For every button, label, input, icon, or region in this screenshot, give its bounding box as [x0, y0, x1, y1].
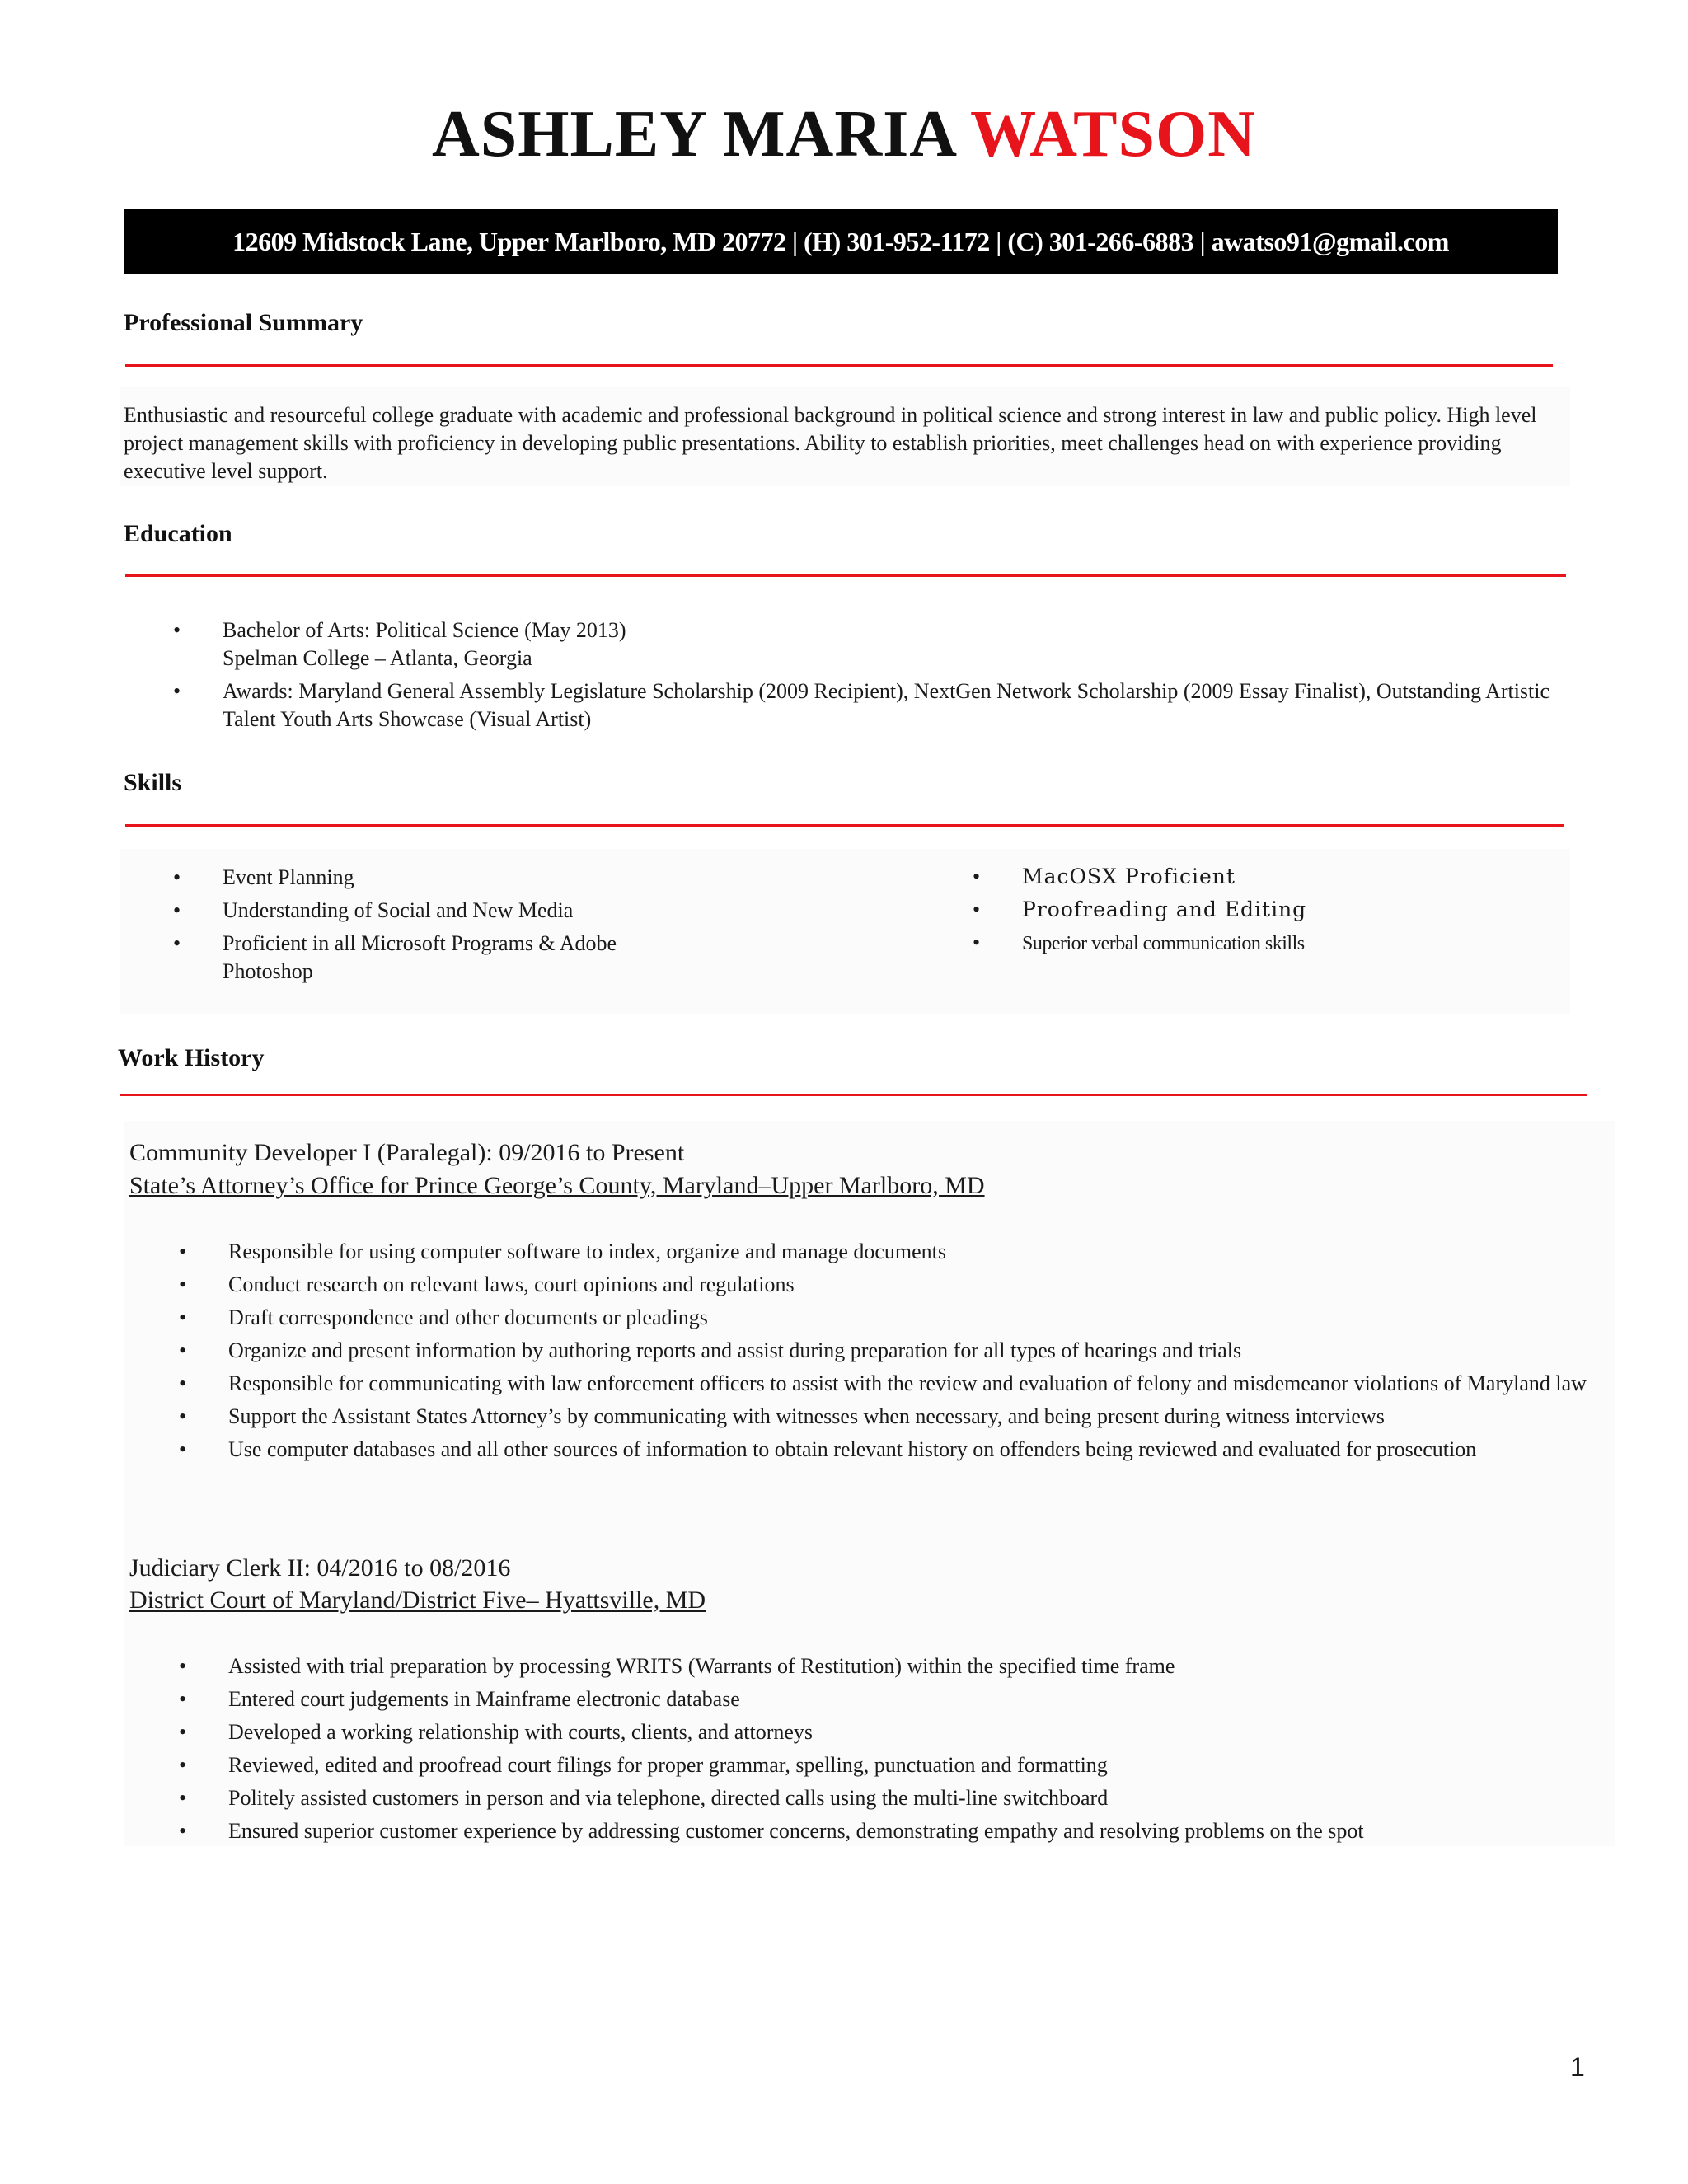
bullet-icon: •: [173, 865, 181, 889]
summary-text: Enthusiastic and resourceful college graduate with academic and professional background in political science and strong interest in law and public policy. High level project management skills with proficiency in developing public presentations. Ability to establish priorities, meet challenges head on with experience providing executive level support.: [124, 403, 1537, 483]
school-line: Spelman College – Atlanta, Georgia: [223, 646, 532, 670]
bullet-icon: •: [179, 1272, 187, 1296]
candidate-name: [0, 97, 1688, 171]
list-item: [129, 1784, 1638, 1812]
list-item: [124, 677, 1591, 733]
bullet-icon: •: [179, 1654, 187, 1678]
bullet-icon: •: [973, 930, 982, 954]
list-item: [124, 864, 734, 892]
duty-text: Conduct research on relevant laws, court opinions and regulations: [228, 1272, 795, 1296]
list-item: [124, 616, 1591, 673]
first-names: ASHLEY MARIA: [432, 98, 954, 171]
bullet-icon: •: [179, 1404, 187, 1428]
list-item: [923, 929, 1566, 958]
job-employer: District Court of Maryland/District Five– Hyattsville, MD: [129, 1586, 706, 1614]
duty-text: Developed a working relationship with courts, clients, and attorneys: [228, 1720, 814, 1744]
duty-text: Responsible for communicating with law enforcement officers to assist with the review and evaluation of felony and misdemeanor violations of Maryland law: [228, 1371, 1587, 1395]
list-item: [129, 1271, 1638, 1299]
bullet-icon: •: [973, 865, 982, 888]
duty-text: Use computer databases and all other sources of information to obtain relevant history on offenders being reviewed and evaluated for prosecution: [228, 1437, 1477, 1461]
bullet-icon: •: [179, 1437, 187, 1461]
bullet-icon: •: [179, 1687, 187, 1711]
duty-text: Responsible for using computer software to index, organize and manage documents: [228, 1240, 947, 1263]
bullet-icon: •: [173, 931, 181, 955]
list-item: [129, 1370, 1638, 1398]
job-employer: State’s Attorney’s Office for Prince George’s County, Maryland–Upper Marlboro, MD: [129, 1172, 985, 1199]
bullet-icon: •: [179, 1371, 187, 1395]
bullet-icon: •: [179, 1819, 187, 1843]
job-title: Community Developer I (Paralegal): 09/2016 to Present: [129, 1139, 685, 1166]
list-item: [124, 930, 734, 986]
bullet-icon: •: [173, 679, 181, 703]
summary-divider: [125, 364, 1553, 367]
list-item: [124, 897, 734, 925]
list-item: [129, 1436, 1638, 1464]
duty-text: Support the Assistant States Attorney’s by communicating with witnesses when necessary, and being present during witness interviews: [228, 1404, 1385, 1428]
duty-text: Assisted with trial preparation by processing WRITS (Warrants of Restitution) within the specified time frame: [228, 1654, 1175, 1678]
skills-divider: [125, 824, 1564, 827]
page-number: 1: [1570, 2052, 1585, 2082]
degree-line: Bachelor of Arts: Political Science (May 2013): [223, 618, 626, 642]
skills-right-list: [923, 863, 1566, 963]
list-item: [129, 1685, 1638, 1713]
contact-bar: 12609 Midstock Lane, Upper Marlboro, MD 20772 | (H) 301-952-1172 | (C) 301-266-6883 | awatso91@gmail.com: [124, 209, 1558, 274]
list-item: [129, 1652, 1638, 1680]
skill-item: Event Planning: [223, 865, 354, 889]
list-item: [129, 1337, 1638, 1365]
education-title: Education: [124, 520, 232, 547]
skill-item: MacOSX Proficient: [1022, 865, 1236, 888]
skill-item: Understanding of Social and New Media: [223, 898, 574, 922]
list-item: [129, 1304, 1638, 1332]
list-item: [923, 863, 1566, 891]
skills-title: Skills: [124, 769, 182, 796]
last-name: WATSON: [970, 98, 1256, 171]
list-item: [129, 1238, 1638, 1266]
list-item: [129, 1751, 1638, 1779]
list-item: [129, 1718, 1638, 1746]
awards-line: Awards: Maryland General Assembly Legislature Scholarship (2009 Recipient), NextGen Network Scholarship (2009 Essay Finalist), Outstanding Artistic Talent Youth Arts Showcase (Visual Artist): [223, 679, 1550, 731]
job-duties-list: [129, 1652, 1638, 1850]
list-item: [129, 1403, 1638, 1431]
work-title: Work History: [118, 1044, 265, 1071]
bullet-icon: •: [179, 1753, 187, 1777]
duty-text: Entered court judgements in Mainframe electronic database: [228, 1687, 740, 1711]
duty-text: Draft correspondence and other documents or pleadings: [228, 1305, 708, 1329]
bullet-icon: •: [179, 1720, 187, 1744]
duty-text: Reviewed, edited and proofread court filings for proper grammar, spelling, punctuation and formatting: [228, 1753, 1108, 1777]
job-title: Judiciary Clerk II: 04/2016 to 08/2016: [129, 1554, 511, 1582]
skill-item: Proofreading and Editing: [1022, 898, 1307, 921]
bullet-icon: •: [179, 1786, 187, 1810]
bullet-icon: •: [179, 1305, 187, 1329]
duty-text: Ensured superior customer experience by addressing customer concerns, demonstrating empathy and resolving problems on the spot: [228, 1819, 1364, 1843]
education-divider: [125, 574, 1566, 577]
education-list: [124, 616, 1591, 738]
work-divider: [120, 1094, 1587, 1096]
skill-item: Superior verbal communication skills: [1022, 933, 1305, 954]
bullet-icon: •: [973, 898, 982, 921]
skill-item: Proficient in all Microsoft Programs & Adobe Photoshop: [223, 931, 617, 983]
summary-title: Professional Summary: [124, 309, 363, 336]
job-duties-list: [129, 1238, 1638, 1469]
duty-text: Organize and present information by authoring reports and assist during preparation for all types of hearings and trials: [228, 1338, 1242, 1362]
bullet-icon: •: [173, 898, 181, 922]
list-item: [923, 896, 1566, 924]
skills-left-list: [124, 864, 734, 991]
bullet-icon: •: [179, 1338, 187, 1362]
bullet-icon: •: [179, 1240, 187, 1263]
duty-text: Politely assisted customers in person and via telephone, directed calls using the multi-line switchboard: [228, 1786, 1109, 1810]
list-item: [129, 1817, 1638, 1845]
bullet-icon: •: [173, 618, 181, 642]
